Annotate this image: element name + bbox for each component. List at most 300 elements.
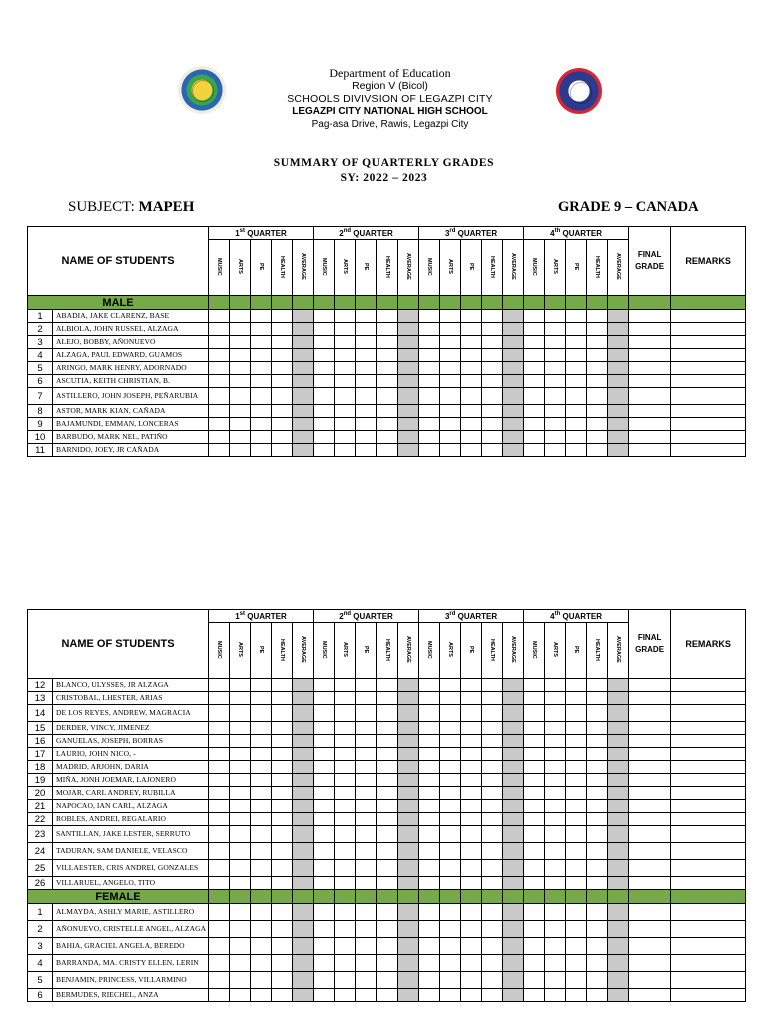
grade-cell[interactable]: [398, 989, 419, 1002]
grade-cell[interactable]: [461, 938, 482, 955]
grade-cell[interactable]: [545, 692, 566, 705]
grade-cell[interactable]: [209, 388, 230, 405]
grade-cell[interactable]: [314, 761, 335, 774]
grade-cell[interactable]: [545, 774, 566, 787]
grade-cell[interactable]: [377, 955, 398, 972]
final-grade-cell[interactable]: [629, 989, 671, 1002]
grade-cell[interactable]: [230, 375, 251, 388]
remarks-cell[interactable]: [671, 375, 746, 388]
grade-cell[interactable]: [566, 722, 587, 735]
grade-cell[interactable]: [209, 418, 230, 431]
grade-cell[interactable]: [503, 826, 524, 843]
grade-cell[interactable]: [398, 679, 419, 692]
grade-cell[interactable]: [524, 787, 545, 800]
grade-cell[interactable]: [461, 774, 482, 787]
grade-cell[interactable]: [545, 813, 566, 826]
grade-cell[interactable]: [482, 444, 503, 457]
grade-cell[interactable]: [503, 444, 524, 457]
grade-cell[interactable]: [314, 774, 335, 787]
grade-cell[interactable]: [461, 679, 482, 692]
grade-cell[interactable]: [440, 722, 461, 735]
final-grade-cell[interactable]: [629, 826, 671, 843]
remarks-cell[interactable]: [671, 921, 746, 938]
grade-cell[interactable]: [461, 972, 482, 989]
grade-cell[interactable]: [356, 843, 377, 860]
grade-cell[interactable]: [566, 860, 587, 877]
grade-cell[interactable]: [314, 431, 335, 444]
grade-cell[interactable]: [335, 431, 356, 444]
grade-cell[interactable]: [440, 692, 461, 705]
grade-cell[interactable]: [356, 310, 377, 323]
grade-cell[interactable]: [272, 972, 293, 989]
final-grade-cell[interactable]: [629, 418, 671, 431]
final-grade-cell[interactable]: [629, 860, 671, 877]
grade-cell[interactable]: [230, 972, 251, 989]
grade-cell[interactable]: [377, 813, 398, 826]
grade-cell[interactable]: [440, 826, 461, 843]
grade-cell[interactable]: [335, 705, 356, 722]
grade-cell[interactable]: [482, 310, 503, 323]
grade-cell[interactable]: [608, 921, 629, 938]
grade-cell[interactable]: [272, 336, 293, 349]
grade-cell[interactable]: [587, 955, 608, 972]
grade-cell[interactable]: [335, 955, 356, 972]
grade-cell[interactable]: [419, 826, 440, 843]
grade-cell[interactable]: [566, 843, 587, 860]
grade-cell[interactable]: [440, 774, 461, 787]
grade-cell[interactable]: [566, 388, 587, 405]
final-grade-cell[interactable]: [629, 679, 671, 692]
grade-cell[interactable]: [440, 362, 461, 375]
grade-cell[interactable]: [482, 349, 503, 362]
grade-cell[interactable]: [230, 444, 251, 457]
grade-cell[interactable]: [503, 722, 524, 735]
grade-cell[interactable]: [482, 813, 503, 826]
grade-cell[interactable]: [251, 375, 272, 388]
grade-cell[interactable]: [419, 336, 440, 349]
grade-cell[interactable]: [230, 431, 251, 444]
grade-cell[interactable]: [272, 989, 293, 1002]
grade-cell[interactable]: [356, 813, 377, 826]
grade-cell[interactable]: [461, 860, 482, 877]
grade-cell[interactable]: [335, 877, 356, 890]
grade-cell[interactable]: [419, 989, 440, 1002]
grade-cell[interactable]: [608, 787, 629, 800]
grade-cell[interactable]: [566, 444, 587, 457]
grade-cell[interactable]: [524, 761, 545, 774]
grade-cell[interactable]: [440, 938, 461, 955]
grade-cell[interactable]: [356, 405, 377, 418]
grade-cell[interactable]: [251, 323, 272, 336]
grade-cell[interactable]: [293, 774, 314, 787]
grade-cell[interactable]: [440, 349, 461, 362]
grade-cell[interactable]: [608, 938, 629, 955]
grade-cell[interactable]: [545, 362, 566, 375]
grade-cell[interactable]: [335, 323, 356, 336]
grade-cell[interactable]: [398, 826, 419, 843]
grade-cell[interactable]: [524, 722, 545, 735]
grade-cell[interactable]: [545, 722, 566, 735]
grade-cell[interactable]: [461, 375, 482, 388]
grade-cell[interactable]: [587, 843, 608, 860]
grade-cell[interactable]: [293, 938, 314, 955]
remarks-cell[interactable]: [671, 431, 746, 444]
grade-cell[interactable]: [272, 418, 293, 431]
grade-cell[interactable]: [524, 955, 545, 972]
grade-cell[interactable]: [524, 444, 545, 457]
grade-cell[interactable]: [335, 722, 356, 735]
grade-cell[interactable]: [377, 705, 398, 722]
grade-cell[interactable]: [314, 938, 335, 955]
grade-cell[interactable]: [251, 444, 272, 457]
grade-cell[interactable]: [377, 405, 398, 418]
grade-cell[interactable]: [545, 938, 566, 955]
grade-cell[interactable]: [482, 735, 503, 748]
grade-cell[interactable]: [398, 323, 419, 336]
grade-cell[interactable]: [377, 748, 398, 761]
grade-cell[interactable]: [545, 323, 566, 336]
grade-cell[interactable]: [545, 388, 566, 405]
grade-cell[interactable]: [293, 431, 314, 444]
final-grade-cell[interactable]: [629, 761, 671, 774]
grade-cell[interactable]: [209, 323, 230, 336]
grade-cell[interactable]: [503, 323, 524, 336]
grade-cell[interactable]: [230, 843, 251, 860]
remarks-cell[interactable]: [671, 349, 746, 362]
grade-cell[interactable]: [461, 989, 482, 1002]
grade-cell[interactable]: [461, 336, 482, 349]
final-grade-cell[interactable]: [629, 955, 671, 972]
grade-cell[interactable]: [608, 761, 629, 774]
grade-cell[interactable]: [335, 349, 356, 362]
grade-cell[interactable]: [608, 444, 629, 457]
grade-cell[interactable]: [524, 375, 545, 388]
grade-cell[interactable]: [566, 989, 587, 1002]
grade-cell[interactable]: [398, 431, 419, 444]
grade-cell[interactable]: [356, 705, 377, 722]
grade-cell[interactable]: [377, 323, 398, 336]
grade-cell[interactable]: [608, 826, 629, 843]
grade-cell[interactable]: [398, 761, 419, 774]
grade-cell[interactable]: [251, 826, 272, 843]
final-grade-cell[interactable]: [629, 774, 671, 787]
grade-cell[interactable]: [587, 877, 608, 890]
grade-cell[interactable]: [314, 705, 335, 722]
grade-cell[interactable]: [293, 388, 314, 405]
grade-cell[interactable]: [482, 877, 503, 890]
grade-cell[interactable]: [314, 418, 335, 431]
grade-cell[interactable]: [608, 679, 629, 692]
grade-cell[interactable]: [524, 748, 545, 761]
grade-cell[interactable]: [608, 418, 629, 431]
grade-cell[interactable]: [230, 336, 251, 349]
grade-cell[interactable]: [587, 972, 608, 989]
grade-cell[interactable]: [608, 860, 629, 877]
grade-cell[interactable]: [230, 388, 251, 405]
final-grade-cell[interactable]: [629, 375, 671, 388]
remarks-cell[interactable]: [671, 989, 746, 1002]
grade-cell[interactable]: [482, 860, 503, 877]
grade-cell[interactable]: [566, 735, 587, 748]
grade-cell[interactable]: [503, 375, 524, 388]
grade-cell[interactable]: [272, 921, 293, 938]
grade-cell[interactable]: [272, 904, 293, 921]
grade-cell[interactable]: [524, 774, 545, 787]
remarks-cell[interactable]: [671, 735, 746, 748]
final-grade-cell[interactable]: [629, 843, 671, 860]
grade-cell[interactable]: [482, 692, 503, 705]
grade-cell[interactable]: [335, 921, 356, 938]
grade-cell[interactable]: [272, 860, 293, 877]
grade-cell[interactable]: [419, 938, 440, 955]
grade-cell[interactable]: [272, 800, 293, 813]
grade-cell[interactable]: [272, 692, 293, 705]
grade-cell[interactable]: [251, 362, 272, 375]
grade-cell[interactable]: [398, 444, 419, 457]
grade-cell[interactable]: [461, 323, 482, 336]
grade-cell[interactable]: [524, 349, 545, 362]
grade-cell[interactable]: [335, 800, 356, 813]
grade-cell[interactable]: [545, 349, 566, 362]
grade-cell[interactable]: [272, 388, 293, 405]
grade-cell[interactable]: [209, 938, 230, 955]
final-grade-cell[interactable]: [629, 787, 671, 800]
grade-cell[interactable]: [293, 336, 314, 349]
grade-cell[interactable]: [524, 679, 545, 692]
grade-cell[interactable]: [356, 362, 377, 375]
grade-cell[interactable]: [524, 418, 545, 431]
grade-cell[interactable]: [608, 800, 629, 813]
remarks-cell[interactable]: [671, 904, 746, 921]
grade-cell[interactable]: [272, 748, 293, 761]
grade-cell[interactable]: [293, 813, 314, 826]
grade-cell[interactable]: [608, 431, 629, 444]
grade-cell[interactable]: [608, 722, 629, 735]
grade-cell[interactable]: [335, 826, 356, 843]
final-grade-cell[interactable]: [629, 972, 671, 989]
grade-cell[interactable]: [440, 336, 461, 349]
grade-cell[interactable]: [209, 955, 230, 972]
grade-cell[interactable]: [503, 336, 524, 349]
grade-cell[interactable]: [377, 826, 398, 843]
grade-cell[interactable]: [209, 692, 230, 705]
grade-cell[interactable]: [419, 418, 440, 431]
grade-cell[interactable]: [482, 955, 503, 972]
grade-cell[interactable]: [608, 989, 629, 1002]
grade-cell[interactable]: [419, 972, 440, 989]
grade-cell[interactable]: [272, 826, 293, 843]
grade-cell[interactable]: [251, 955, 272, 972]
grade-cell[interactable]: [272, 310, 293, 323]
grade-cell[interactable]: [503, 877, 524, 890]
grade-cell[interactable]: [566, 705, 587, 722]
grade-cell[interactable]: [335, 362, 356, 375]
grade-cell[interactable]: [209, 826, 230, 843]
grade-cell[interactable]: [482, 388, 503, 405]
grade-cell[interactable]: [314, 375, 335, 388]
grade-cell[interactable]: [335, 774, 356, 787]
grade-cell[interactable]: [398, 787, 419, 800]
grade-cell[interactable]: [377, 692, 398, 705]
grade-cell[interactable]: [545, 787, 566, 800]
grade-cell[interactable]: [209, 431, 230, 444]
grade-cell[interactable]: [419, 362, 440, 375]
grade-cell[interactable]: [440, 904, 461, 921]
grade-cell[interactable]: [293, 921, 314, 938]
grade-cell[interactable]: [419, 904, 440, 921]
grade-cell[interactable]: [545, 336, 566, 349]
final-grade-cell[interactable]: [629, 748, 671, 761]
grade-cell[interactable]: [314, 405, 335, 418]
grade-cell[interactable]: [335, 813, 356, 826]
remarks-cell[interactable]: [671, 877, 746, 890]
grade-cell[interactable]: [314, 748, 335, 761]
grade-cell[interactable]: [587, 418, 608, 431]
grade-cell[interactable]: [314, 310, 335, 323]
grade-cell[interactable]: [398, 938, 419, 955]
remarks-cell[interactable]: [671, 955, 746, 972]
grade-cell[interactable]: [482, 323, 503, 336]
grade-cell[interactable]: [482, 843, 503, 860]
grade-cell[interactable]: [209, 679, 230, 692]
grade-cell[interactable]: [524, 692, 545, 705]
grade-cell[interactable]: [524, 877, 545, 890]
grade-cell[interactable]: [461, 735, 482, 748]
final-grade-cell[interactable]: [629, 904, 671, 921]
grade-cell[interactable]: [356, 989, 377, 1002]
grade-cell[interactable]: [419, 692, 440, 705]
grade-cell[interactable]: [209, 989, 230, 1002]
grade-cell[interactable]: [587, 310, 608, 323]
remarks-cell[interactable]: [671, 405, 746, 418]
grade-cell[interactable]: [314, 388, 335, 405]
grade-cell[interactable]: [335, 972, 356, 989]
grade-cell[interactable]: [335, 310, 356, 323]
grade-cell[interactable]: [608, 955, 629, 972]
remarks-cell[interactable]: [671, 705, 746, 722]
grade-cell[interactable]: [356, 787, 377, 800]
grade-cell[interactable]: [230, 955, 251, 972]
grade-cell[interactable]: [482, 748, 503, 761]
grade-cell[interactable]: [398, 418, 419, 431]
grade-cell[interactable]: [503, 955, 524, 972]
grade-cell[interactable]: [587, 679, 608, 692]
grade-cell[interactable]: [587, 705, 608, 722]
grade-cell[interactable]: [587, 692, 608, 705]
grade-cell[interactable]: [587, 722, 608, 735]
grade-cell[interactable]: [587, 431, 608, 444]
grade-cell[interactable]: [419, 748, 440, 761]
grade-cell[interactable]: [566, 431, 587, 444]
grade-cell[interactable]: [209, 735, 230, 748]
final-grade-cell[interactable]: [629, 431, 671, 444]
grade-cell[interactable]: [440, 860, 461, 877]
grade-cell[interactable]: [545, 989, 566, 1002]
grade-cell[interactable]: [230, 800, 251, 813]
grade-cell[interactable]: [587, 787, 608, 800]
grade-cell[interactable]: [461, 431, 482, 444]
grade-cell[interactable]: [461, 761, 482, 774]
grade-cell[interactable]: [293, 375, 314, 388]
grade-cell[interactable]: [356, 761, 377, 774]
grade-cell[interactable]: [545, 921, 566, 938]
grade-cell[interactable]: [293, 800, 314, 813]
grade-cell[interactable]: [377, 679, 398, 692]
grade-cell[interactable]: [587, 362, 608, 375]
grade-cell[interactable]: [608, 843, 629, 860]
final-grade-cell[interactable]: [629, 722, 671, 735]
grade-cell[interactable]: [503, 679, 524, 692]
grade-cell[interactable]: [461, 843, 482, 860]
grade-cell[interactable]: [230, 405, 251, 418]
grade-cell[interactable]: [377, 989, 398, 1002]
grade-cell[interactable]: [335, 938, 356, 955]
grade-cell[interactable]: [440, 388, 461, 405]
grade-cell[interactable]: [503, 405, 524, 418]
remarks-cell[interactable]: [671, 722, 746, 735]
remarks-cell[interactable]: [671, 362, 746, 375]
grade-cell[interactable]: [608, 323, 629, 336]
grade-cell[interactable]: [230, 860, 251, 877]
grade-cell[interactable]: [440, 323, 461, 336]
grade-cell[interactable]: [293, 405, 314, 418]
grade-cell[interactable]: [293, 972, 314, 989]
grade-cell[interactable]: [587, 349, 608, 362]
grade-cell[interactable]: [251, 843, 272, 860]
final-grade-cell[interactable]: [629, 800, 671, 813]
grade-cell[interactable]: [398, 921, 419, 938]
grade-cell[interactable]: [482, 938, 503, 955]
grade-cell[interactable]: [356, 938, 377, 955]
grade-cell[interactable]: [440, 444, 461, 457]
grade-cell[interactable]: [251, 989, 272, 1002]
grade-cell[interactable]: [545, 955, 566, 972]
grade-cell[interactable]: [503, 989, 524, 1002]
grade-cell[interactable]: [377, 774, 398, 787]
grade-cell[interactable]: [419, 813, 440, 826]
grade-cell[interactable]: [461, 787, 482, 800]
grade-cell[interactable]: [419, 735, 440, 748]
grade-cell[interactable]: [461, 705, 482, 722]
grade-cell[interactable]: [314, 349, 335, 362]
grade-cell[interactable]: [356, 826, 377, 843]
grade-cell[interactable]: [377, 375, 398, 388]
grade-cell[interactable]: [272, 431, 293, 444]
grade-cell[interactable]: [314, 877, 335, 890]
grade-cell[interactable]: [293, 843, 314, 860]
grade-cell[interactable]: [566, 877, 587, 890]
grade-cell[interactable]: [314, 336, 335, 349]
grade-cell[interactable]: [272, 323, 293, 336]
grade-cell[interactable]: [545, 375, 566, 388]
grade-cell[interactable]: [566, 679, 587, 692]
grade-cell[interactable]: [524, 388, 545, 405]
grade-cell[interactable]: [251, 748, 272, 761]
grade-cell[interactable]: [293, 989, 314, 1002]
grade-cell[interactable]: [398, 972, 419, 989]
grade-cell[interactable]: [503, 418, 524, 431]
grade-cell[interactable]: [503, 310, 524, 323]
grade-cell[interactable]: [608, 310, 629, 323]
remarks-cell[interactable]: [671, 336, 746, 349]
grade-cell[interactable]: [230, 774, 251, 787]
grade-cell[interactable]: [251, 774, 272, 787]
grade-cell[interactable]: [251, 813, 272, 826]
grade-cell[interactable]: [419, 705, 440, 722]
grade-cell[interactable]: [335, 444, 356, 457]
grade-cell[interactable]: [398, 843, 419, 860]
grade-cell[interactable]: [587, 761, 608, 774]
